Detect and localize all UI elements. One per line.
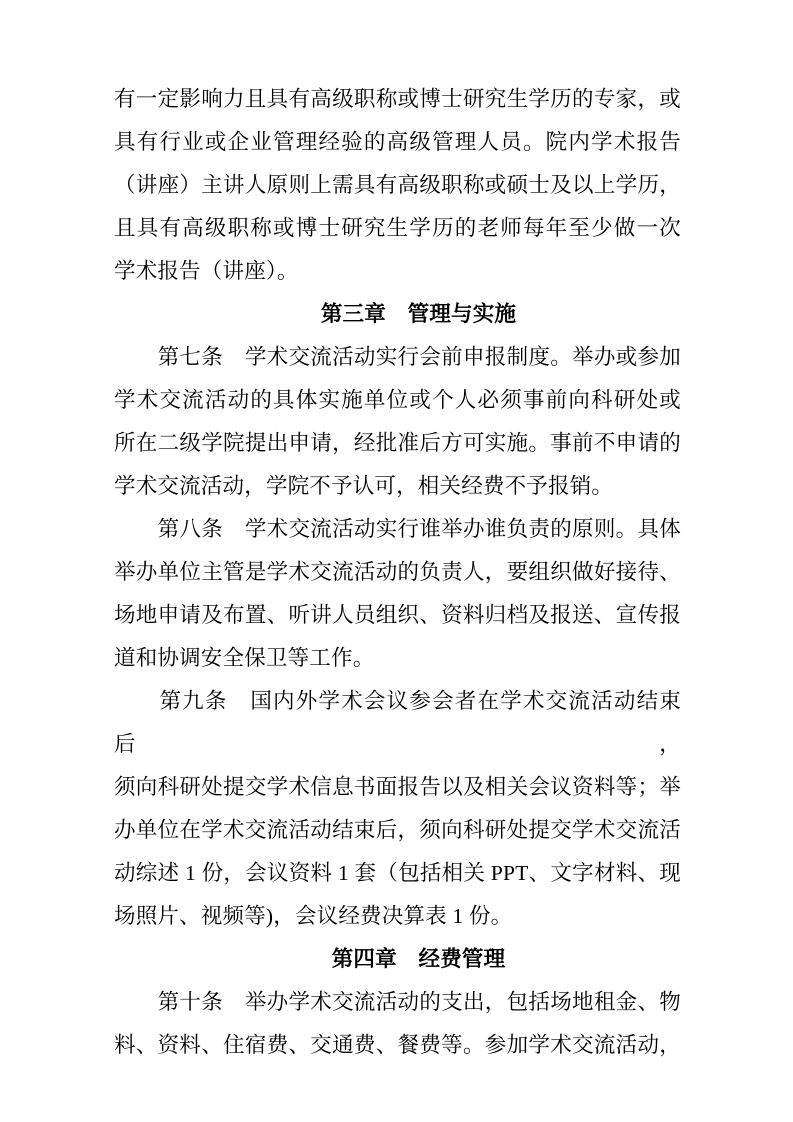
document-content bbox=[114, 78, 681, 1067]
article-9-paragraph-line: 须向科研处提交学术信息书面报告以及相关会议资料等；举 bbox=[114, 775, 681, 799]
article-7-paragraph-line: 学术交流活动的具体实施单位或个人必须事前向科研处或 bbox=[114, 388, 681, 412]
continued-paragraph-speaker-requirements-line: （讲座）主讲人原则上需具有高级职称或硕士及以上学历， bbox=[114, 173, 681, 197]
article-10-paragraph-line: 料、资料、住宿费、交通费、餐费等。参加学术交流活动， bbox=[114, 1033, 681, 1057]
continued-paragraph-speaker-requirements-line: 有一定影响力且具有高级职称或博士研究生学历的专家，或 bbox=[114, 87, 681, 111]
article-8-paragraph-line: 举办单位主管是学术交流活动的负责人，要组织做好接待、 bbox=[114, 560, 681, 584]
article-9-paragraph-line: 第九条 国内外学术会议参会者在学术交流活动结束后， bbox=[114, 689, 681, 756]
continued-paragraph-speaker-requirements-line: 具有行业或企业管理经验的高级管理人员。院内学术报告 bbox=[114, 130, 681, 154]
chapter-4-heading: 第四章 经费管理 bbox=[331, 947, 506, 971]
continued-paragraph-speaker-requirements-line: 学术报告（讲座）。 bbox=[114, 259, 299, 283]
article-7-paragraph-line: 第七条 学术交流活动实行会前申报制度。举办或参加 bbox=[114, 345, 681, 369]
article-10-paragraph-line: 第十条 举办学术交流活动的支出，包括场地租金、物 bbox=[114, 990, 681, 1014]
article-8-paragraph-line: 道和协调安全保卫等工作。 bbox=[114, 646, 375, 670]
article-9-paragraph-line: 动综述 1 份，会议资料 1 套（包括相关 PPT、文字材料、现 bbox=[114, 861, 681, 885]
article-8-paragraph-line: 场地申请及布置、听讲人员组织、资料归档及报送、宣传报 bbox=[114, 603, 681, 627]
continued-paragraph-speaker-requirements-line: 且具有高级职称或博士研究生学历的老师每年至少做一次 bbox=[114, 216, 681, 240]
article-9-paragraph-line: 场照片、视频等)，会议经费决算表 1 份。 bbox=[114, 904, 513, 928]
article-7-paragraph-line: 学术交流活动，学院不予认可，相关经费不予报销。 bbox=[114, 474, 614, 498]
article-9-paragraph-line: 办单位在学术交流活动结束后，须向科研处提交学术交流活 bbox=[114, 818, 681, 842]
chapter-3-heading: 第三章 管理与实施 bbox=[320, 302, 517, 326]
article-8-paragraph-line: 第八条 学术交流活动实行谁举办谁负责的原则。具体 bbox=[114, 517, 681, 541]
article-7-paragraph-line: 所在二级学院提出申请，经批准后方可实施。事前不申请的 bbox=[114, 431, 681, 455]
